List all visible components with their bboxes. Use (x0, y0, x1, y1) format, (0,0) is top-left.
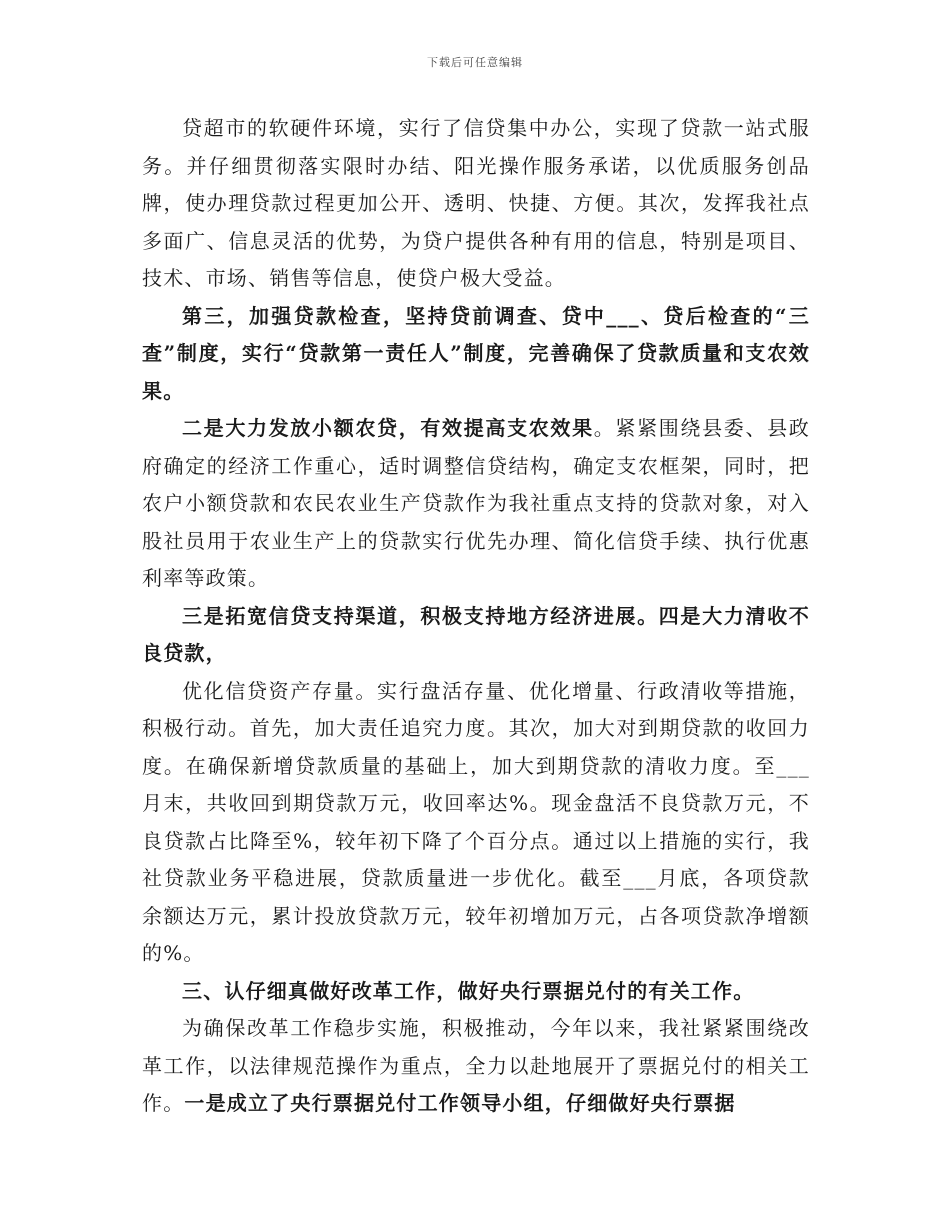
paragraph-7-text: 为确保改革工作稳步实施，积极推动，今年以来，我社紧紧围绕改革工作，以法律规范操作为重点，全力以赴地展开了票据兑付的相关工作。 (142, 1016, 810, 1115)
paragraph-7-heading: 一是成立了央行票据兑付工作领导小组，仔细做好央行票据 (184, 1091, 736, 1115)
paragraph-7 (142, 1010, 810, 1123)
paragraph-3 (142, 410, 810, 598)
paragraph-3-heading: 二是大力发放小额农贷，有效提高支农效果 (182, 416, 594, 440)
paragraph-2 (142, 298, 810, 411)
paragraph-6 (142, 973, 810, 1011)
paragraph-2-heading: 第三，加强贷款检查，坚持贷前调查、贷中___、贷后检查的“三查”制度，实行“贷款第一责任人”制度，完善确保了贷款质量和支农效果。 (142, 303, 810, 403)
paragraph-4-heading: 三是拓宽信贷支持渠道，积极支持地方经济进展。四是大力清收不良贷款， (142, 603, 810, 665)
page-header: 下载后可任意编辑 (427, 56, 523, 69)
paragraph-5 (142, 673, 810, 973)
paragraph-1 (142, 110, 810, 298)
paragraph-1-text: 贷超市的软硬件环境，实行了信贷集中办公，实现了贷款一站式服务。并仔细贯彻落实限时办结、阳光操作服务承诺，以优质服务创品牌，使办理贷款过程更加公开、透明、快捷、方便。其次，发挥我社点多面广、信息灵活的优势，为贷户提供各种有用的信息，特别是项目、技术、市场、销售等信息，使贷户极大受益。 (142, 116, 810, 290)
section-heading: 三、认仔细真做好改革工作，做好央行票据兑付的有关工作。 (182, 978, 755, 1003)
paragraph-5-text: 优化信贷资产存量。实行盘活存量、优化增量、行政清收等措施，积极行动。首先，加大责任追究力度。其次，加大对到期贷款的收回力度。在确保新增贷款质量的基础上，加大到期贷款的清收力度。至___月末，共收回到期贷款万元，收回率达%。现金盘活不良贷款万元，不良贷款占比降至%，较年初下降了个百分点。通过以上措施的实行，我社贷款业务平稳进展，贷款质量进一步优化。截至___月底，各项贷款余额达万元，累计投放贷款万元，较年初增加万元，占各项贷款净增额的%。 (142, 678, 810, 965)
paragraph-4 (142, 598, 810, 673)
paragraph-3-text: 。紧紧围绕县委、县政府确定的经济工作重心，适时调整信贷结构，确定支农框架，同时，把农户小额贷款和农民农业生产贷款作为我社重点支持的贷款对象，对入股社员用于农业生产上的贷款实行优先办理、简化信贷手续、执行优惠利率等政策。 (142, 416, 810, 590)
document-body (142, 110, 810, 1123)
